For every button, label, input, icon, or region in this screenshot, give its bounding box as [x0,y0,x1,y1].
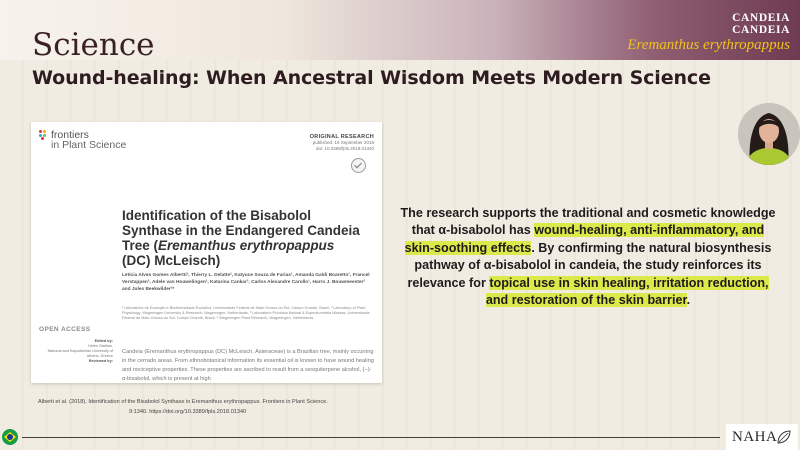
brand-block [627,12,790,54]
body-paragraph [396,205,780,309]
brand-line-1: CANDEIA [732,12,790,24]
brand-species: Eremanthus erythropappus [627,37,790,53]
check-updates-icon [351,158,366,173]
body-text-2: . By confirming the natural biosynthesis pathway of α-bisabolol in candeia, the study reinforces its relevance for [407,240,772,290]
paper-title-part-2: (DC) McLeisch) [122,253,221,268]
journal-subtitle: in Plant Science [51,139,127,151]
paper-affiliations: ¹ Laboratório de Evolução e Biodiversidade Evolutiva, Universidade Federal de Mato Grosso do Sul, Campo Grande, Brazil, ² Laboratory of Plant Physiology, Wageningen University & Research, Wageningen, Netherlands, ³ Laboratório Produtos Natural & Espectrometria Massas, Universidade Federal de Mato Grosso do Sul, Campo Grande, Brazil, ⁴ Wageningen Plant Research, Wageningen, Netherlands [122,306,370,320]
naha-logo [726,424,798,450]
citation-line-2: 9:1340. https://doi.org/10.3389/fpls.2018.01340 [129,409,247,415]
section-title: Science [32,27,155,63]
paper-title [122,208,362,268]
paper-title-part-1: Identification of the Bisabolol Synthase in the Endangered Candeia Tree ( [122,208,360,253]
frontiers-logo-icon [39,130,49,140]
article-type: ORIGINAL RESEARCH [309,134,374,140]
article-doi: doi: 10.3389/fpls.2018.01340 [315,146,374,151]
article-meta [310,134,374,152]
citation-line-1: Alberti et al. (2018). Identification of the Bisabolol Synthase in Eremanthus erythropappus. Frontiers in Plant Science. [38,399,328,405]
body-text-1: The research supports the traditional and cosmetic knowledge that α-bisabolol has [400,206,776,238]
published-date: published: 19 September 2018 [312,140,374,145]
body-text-3: . [686,293,691,308]
highlight-effects: wound-healing, anti-inflammatory, and skin-soothing effects [404,223,765,255]
naha-logo-text: NAHA [732,429,778,445]
reviewed-by-label: Reviewed by: [88,359,113,363]
footer-divider [22,437,720,438]
paper-abstract: Candeia (Eremanthus erythropappus (DC) McLeisch, Asteraceae) is a Brazilian tree, mainly occurring in the cerrado areas. From ethnobotanical information its essential oil is known to have wound healing and nociceptive properties. These properties are ascribed to result from a sesquiterpene alcohol, (−)-α-bisabolol, which is present at high [122,349,374,382]
paper-screenshot [31,122,382,383]
paper-title-italic: Eremanthus erythropappus [158,238,335,253]
editor-name: Helen Stathas, [88,344,113,348]
citation [38,397,378,417]
edited-by-label: Edited by: [94,339,113,343]
journal-name: frontiers [51,129,89,141]
presenter-portrait-icon [738,103,800,165]
presenter-avatar [738,103,800,165]
open-access-label: OPEN ACCESS [39,326,91,333]
editor-info [39,339,113,364]
highlight-topical-use: topical use in skin healing, irritation reduction, and restoration of the skin barrier [485,275,769,308]
slide-title: Wound-healing: When Ancestral Wisdom Meets Modern Science [32,67,711,89]
brazil-flag-icon [2,429,18,445]
editor-affiliation: National and Kapodistrian University of Athens, Greece [47,349,113,358]
paper-authors: Leticia Alves Gomes Albertti¹, Thierry L. Delatte², Katyuce Souza de Farias¹, Amanda Galdi Boaretto¹, Francel Verstappen², Adele van Houwelingen², Katarina Cankar², Carlos Alexandre Carollo¹, Harro J. Bouwmeester² and Jules Beekwilder²* [122,273,370,292]
brand-line-2: CANDEIA [732,24,790,36]
leaf-icon [776,429,792,445]
